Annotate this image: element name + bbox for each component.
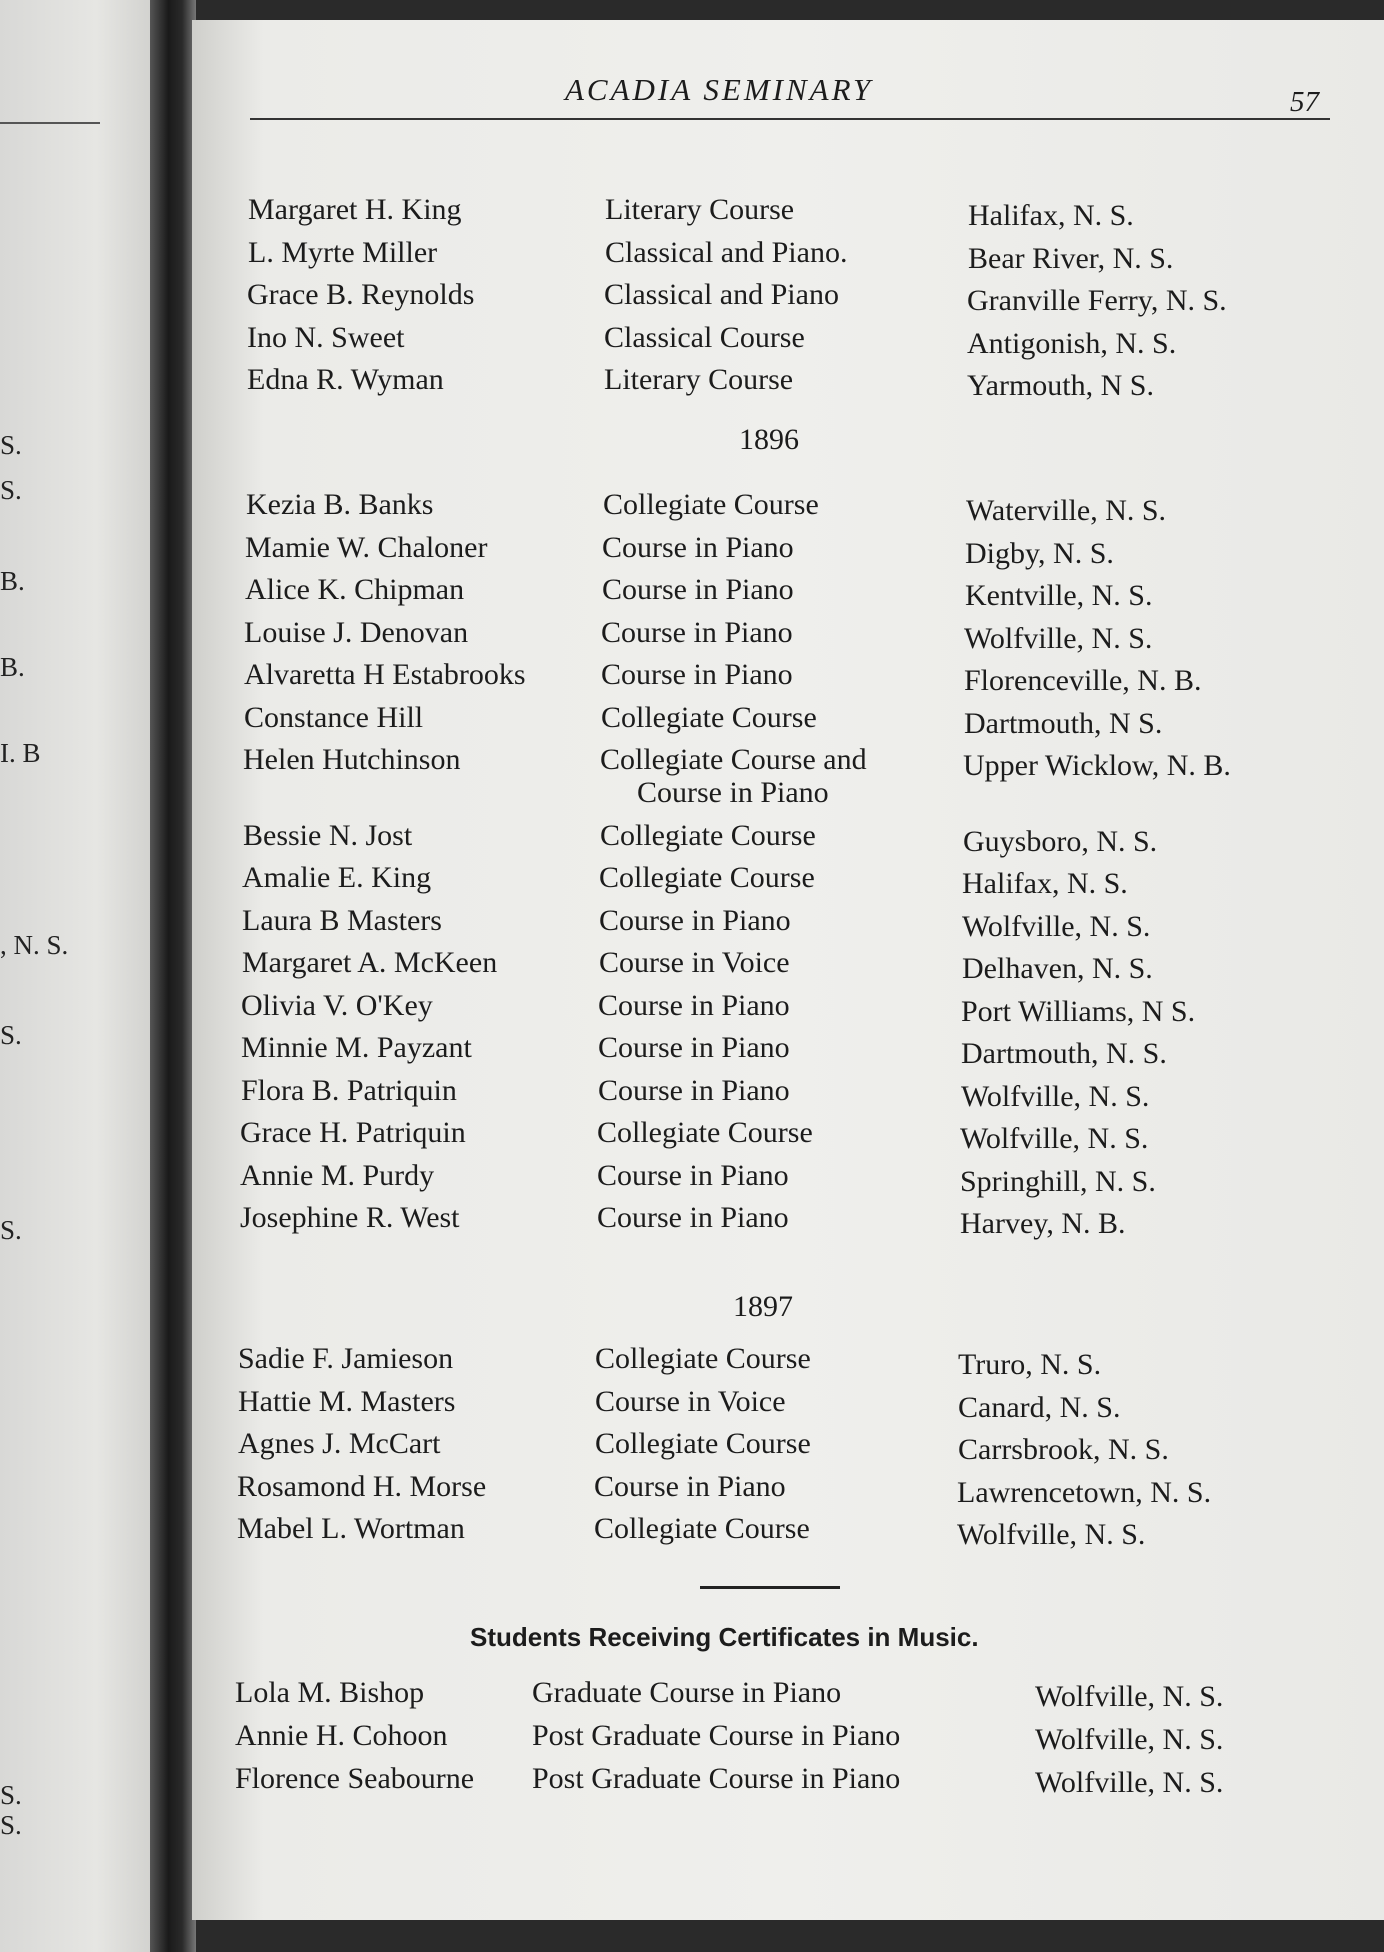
entry-name: Minnie M. Payzant xyxy=(241,1031,472,1064)
entry-name: Constance Hill xyxy=(244,700,424,734)
music-entry-place: Wolfville, N. S. xyxy=(1035,1766,1224,1799)
music-entry-name: Lola M. Bishop xyxy=(235,1676,425,1709)
entry-place: Upper Wicklow, N. B. xyxy=(963,749,1231,782)
entry-place: Dartmouth, N S. xyxy=(964,706,1163,740)
entry-name: Margaret H. King xyxy=(248,193,462,226)
entry-name: Amalie E. King xyxy=(242,861,432,894)
left-fragment: I. B xyxy=(0,738,41,768)
entry-course: Course in Voice xyxy=(595,1384,786,1418)
left-fragment: S. xyxy=(0,1215,22,1245)
entry-place: Wolfville, N. S. xyxy=(964,621,1153,655)
entry-course: Collegiate Course xyxy=(597,1116,813,1149)
left-page-rule xyxy=(0,122,100,124)
entry-place: Wolfville, N. S. xyxy=(960,1122,1149,1155)
entry-place: Wolfville, N. S. xyxy=(961,1079,1150,1113)
left-fragment: S. xyxy=(0,1780,22,1810)
entry-place: Yarmouth, N S. xyxy=(967,369,1154,402)
entry-course: Course in Piano xyxy=(594,1469,786,1503)
entry-name: Louise J. Denovan xyxy=(244,615,469,649)
left-fragment: B. xyxy=(0,652,25,682)
entry-name: Kezia B. Banks xyxy=(246,488,434,521)
entry-course: Course in Piano xyxy=(599,903,791,937)
entry-place: Delhaven, N. S. xyxy=(962,952,1153,985)
entry-course: Collegiate Course xyxy=(599,861,815,894)
entry-name: Helen Hutchinson xyxy=(243,743,461,776)
entry-course: Course in Piano xyxy=(601,615,793,649)
entry-place: Canard, N. S. xyxy=(958,1390,1121,1424)
entry-place: Halifax, N. S. xyxy=(968,199,1134,232)
left-page-edge xyxy=(0,0,160,1952)
entry-name: Agnes J. McCart xyxy=(238,1427,441,1460)
entry-course: Course in Piano xyxy=(602,573,794,606)
left-fragment: , N. S. xyxy=(0,930,69,960)
entry-name: Mamie W. Chaloner xyxy=(245,530,488,564)
entry-place: Digby, N. S. xyxy=(965,536,1114,570)
entry-course: Collegiate Course xyxy=(594,1512,810,1545)
entry-name: Flora B. Patriquin xyxy=(241,1073,457,1107)
entry-course: Collegiate Course and xyxy=(600,743,867,776)
entry-name: Laura B Masters xyxy=(242,903,442,937)
left-fragment: S. xyxy=(0,430,22,460)
entry-name: Sadie F. Jamieson xyxy=(238,1342,454,1375)
entry-course: Course in Piano xyxy=(598,988,790,1022)
music-section-heading: Students Receiving Certificates in Music. xyxy=(470,1622,979,1652)
entry-name: Olivia V. O'Key xyxy=(241,988,433,1022)
entry-course: Collegiate Course xyxy=(595,1342,811,1375)
music-entry-place: Wolfville, N. S. xyxy=(1035,1680,1224,1713)
entry-place: Wolfville, N. S. xyxy=(962,909,1151,943)
music-entry-name: Annie H. Cohoon xyxy=(235,1719,448,1752)
entry-place: Carrsbrook, N. S. xyxy=(958,1433,1169,1466)
entry-course: Course in Piano xyxy=(597,1201,789,1234)
entry-place: Truro, N. S. xyxy=(958,1348,1102,1381)
entry-course: Literary Course xyxy=(604,363,794,396)
entry-name: Grace H. Patriquin xyxy=(240,1116,466,1149)
entry-course: Collegiate Course xyxy=(603,488,819,521)
entry-place: Waterville, N. S. xyxy=(966,494,1167,527)
year-heading: 1896 xyxy=(739,423,799,456)
entry-place: Wolfville, N. S. xyxy=(957,1518,1146,1551)
running-header-title: ACADIA SEMINARY xyxy=(565,72,874,107)
left-fragment: S. xyxy=(0,1810,22,1840)
header-rule xyxy=(250,118,1330,120)
page-number: 57 xyxy=(1290,86,1319,118)
entry-place: Lawrencetown, N. S. xyxy=(957,1475,1212,1509)
entry-name: Rosamond H. Morse xyxy=(237,1469,487,1503)
entry-name: Alvaretta H Estabrooks xyxy=(244,658,526,691)
entry-place: Antigonish, N. S. xyxy=(967,326,1177,360)
entry-name: Bessie N. Jost xyxy=(243,818,413,852)
entry-place: Halifax, N. S. xyxy=(962,867,1128,900)
entry-place: Kentville, N. S. xyxy=(965,579,1153,612)
left-fragment: S. xyxy=(0,1020,22,1050)
entry-place: Harvey, N. B. xyxy=(960,1207,1126,1240)
entry-name: Alice K. Chipman xyxy=(245,573,465,606)
left-fragment: S. xyxy=(0,475,22,505)
entry-course-continued: Course in Piano xyxy=(637,776,829,809)
entry-name: Grace B. Reynolds xyxy=(247,278,475,311)
left-fragment: B. xyxy=(0,566,25,596)
entry-name: Margaret A. McKeen xyxy=(242,946,498,979)
entry-name: Josephine R. West xyxy=(240,1201,460,1234)
entry-course: Course in Piano xyxy=(598,1031,790,1064)
entry-course: Course in Piano xyxy=(601,658,793,691)
entry-course: Collegiate Course xyxy=(601,700,817,734)
book-gutter xyxy=(150,0,196,1952)
entry-name: Mabel L. Wortman xyxy=(237,1512,465,1545)
entry-place: Bear River, N. S. xyxy=(968,241,1174,275)
entry-course: Course in Piano xyxy=(597,1158,789,1192)
entry-course: Classical Course xyxy=(604,320,805,354)
music-entry-course: Post Graduate Course in Piano xyxy=(532,1762,901,1795)
entry-course: Course in Piano xyxy=(602,530,794,564)
entry-course: Course in Voice xyxy=(599,946,790,979)
entry-place: Dartmouth, N. S. xyxy=(961,1037,1167,1070)
music-entry-course: Post Graduate Course in Piano xyxy=(532,1719,901,1752)
music-entry-name: Florence Seabourne xyxy=(235,1762,475,1795)
entry-place: Springhill, N. S. xyxy=(960,1164,1156,1198)
entry-place: Port Williams, N S. xyxy=(961,994,1196,1028)
entry-name: L. Myrte Miller xyxy=(248,235,438,269)
music-entry-place: Wolfville, N. S. xyxy=(1035,1723,1224,1756)
year-heading: 1897 xyxy=(733,1290,793,1323)
entry-name: Hattie M. Masters xyxy=(238,1384,456,1418)
entry-name: Edna R. Wyman xyxy=(247,363,444,396)
entry-name: Ino N. Sweet xyxy=(247,320,405,354)
entry-course: Course in Piano xyxy=(598,1073,790,1107)
entry-course: Collegiate Course xyxy=(595,1427,811,1460)
entry-course: Classical and Piano xyxy=(604,278,839,311)
entry-place: Guysboro, N. S. xyxy=(963,824,1158,858)
entry-place: Florenceville, N. B. xyxy=(964,664,1202,697)
entry-course: Classical and Piano. xyxy=(605,235,848,269)
music-entry-course: Graduate Course in Piano xyxy=(532,1676,842,1709)
entry-name: Annie M. Purdy xyxy=(240,1158,435,1192)
entry-course: Collegiate Course xyxy=(600,818,816,852)
entry-course: Literary Course xyxy=(605,193,795,226)
section-divider xyxy=(700,1586,840,1589)
entry-place: Granville Ferry, N. S. xyxy=(967,284,1227,317)
